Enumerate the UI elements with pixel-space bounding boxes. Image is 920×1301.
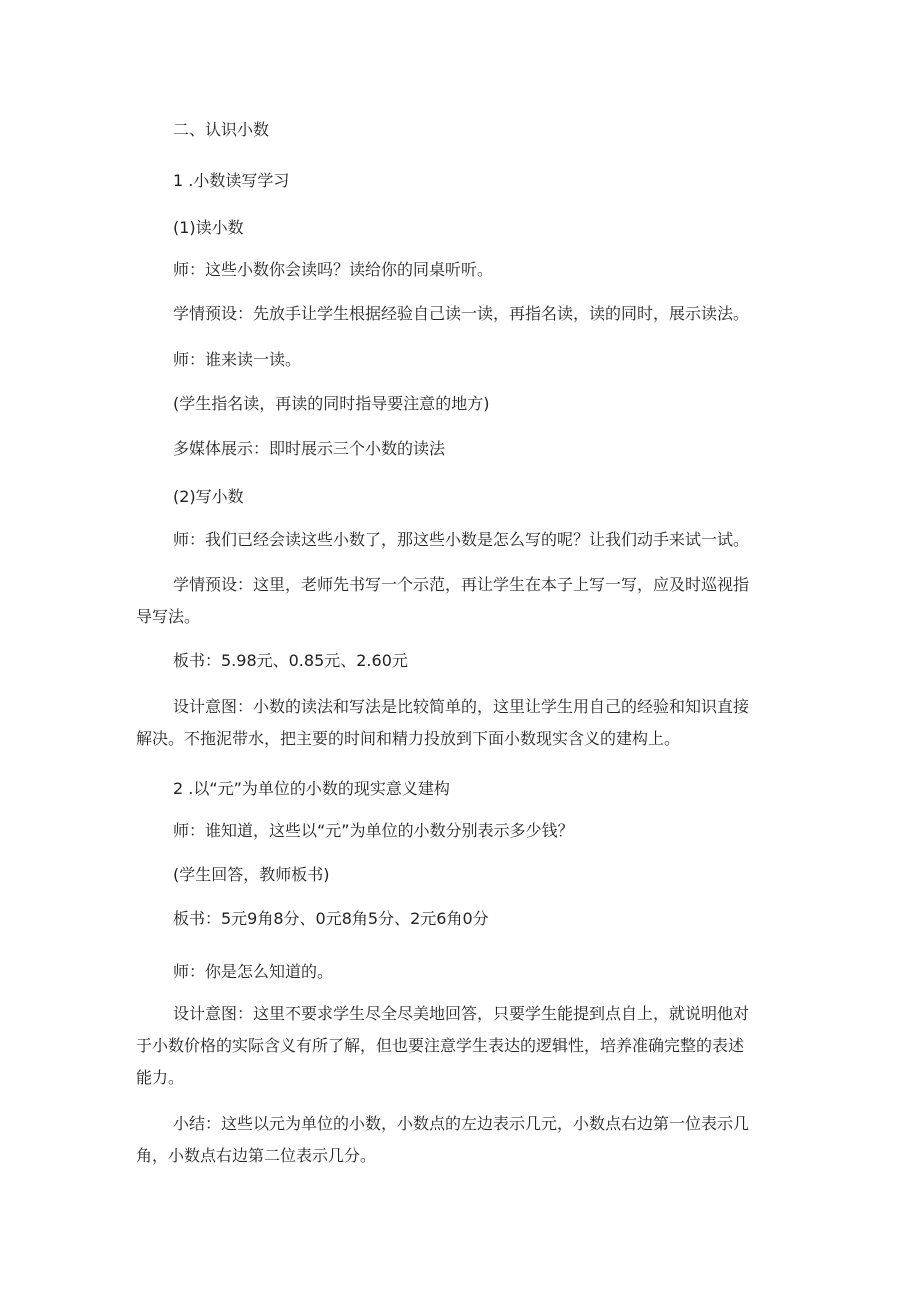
paragraph-teacher-question: 师：这些小数你会读吗？读给你的同桌听听。 (173, 260, 494, 279)
subsection-heading-1-1: (1)读小数 (173, 218, 244, 237)
paragraph-teacher-write: 师：我们已经会读这些小数了，那这些小数是怎么写的呢？让我们动手来试一试。 (173, 530, 750, 549)
paragraph-line: 于小数价格的实际含义有所了解，但也要注意学生表达的逻辑性，培养准确完整的表述 (136, 1036, 745, 1055)
paragraph-preset-writing (136, 575, 793, 627)
paragraph-teacher-who-knows: 师：谁知道，这些以“元”为单位的小数分别表示多少钱？ (173, 821, 574, 840)
paragraph-line: 小结：这些以元为单位的小数，小数点的左边表示几元，小数点右边第一位表示几 (173, 1114, 750, 1133)
paragraph-preset-reading: 学情预设：先放手让学生根据经验自己读一读，再指名读，读的同时，展示读法。 (173, 304, 750, 323)
subsection-heading-1: 1 .小数读写学习 (173, 171, 290, 190)
paragraph-board-money: 板书：5元9角8分、0元8角5分、2元6角0分 (173, 909, 489, 928)
paragraph-design-intent-1 (136, 697, 793, 749)
paragraph-line: 设计意图：这里不要求学生尽全尽美地回答，只要学生能提到点自上，就说明他对 (173, 1004, 750, 1023)
paragraph-student-read-note: (学生指名读，再读的同时指导要注意的地方) (173, 394, 490, 413)
paragraph-multimedia: 多媒体展示：即时展示三个小数的读法 (173, 439, 446, 458)
paragraph-teacher-ask-read: 师：谁来读一读。 (173, 350, 302, 369)
subsection-heading-1-2: (2)写小数 (173, 487, 244, 506)
paragraph-line: 角，小数点右边第二位表示几分。 (136, 1146, 377, 1165)
paragraph-summary (136, 1114, 793, 1166)
subsection-heading-2: 2 .以“元”为单位的小数的现实意义建构 (173, 779, 450, 798)
paragraph-line: 导写法。 (136, 607, 201, 626)
section-title: 二、认识小数 (173, 120, 270, 139)
paragraph-line: 解决。不拖泥带水，把主要的时间和精力投放到下面小数现实含义的建构上。 (136, 729, 681, 748)
paragraph-line: 设计意图：小数的读法和写法是比较简单的，这里让学生用自己的经验和知识直接 (173, 697, 750, 716)
paragraph-line: 学情预设：这里，老师先书写一个示范，再让学生在本子上写一写，应及时巡视指 (173, 575, 750, 594)
paragraph-line: 能力。 (136, 1068, 185, 1087)
paragraph-board-decimals: 板书：5.98元、0.85元、2.60元 (173, 651, 408, 670)
paragraph-teacher-how: 师：你是怎么知道的。 (173, 962, 334, 981)
paragraph-design-intent-2 (136, 1004, 793, 1088)
paragraph-student-answer-note: (学生回答，教师板书) (173, 865, 330, 884)
